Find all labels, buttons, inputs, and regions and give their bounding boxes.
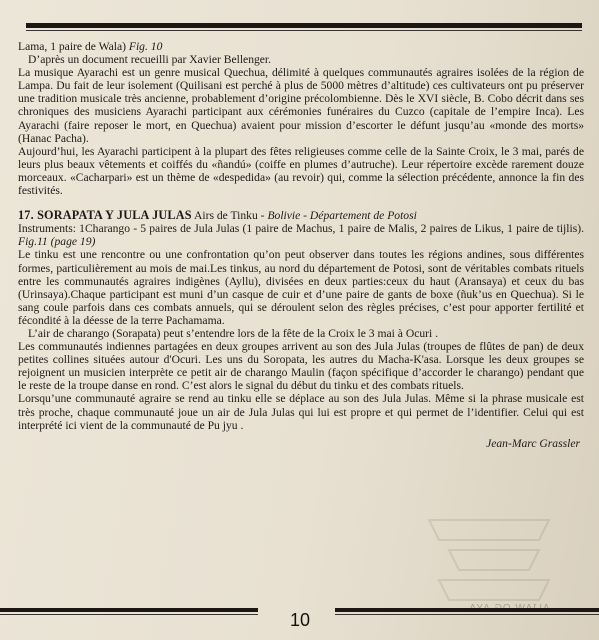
author-signature: Jean-Marc Grassler — [486, 436, 580, 450]
ayarachi-paragraph-2: Aujourd’hui, les Ayarachi participent à la plupart des fêtes religieuses comme celle de la Sainte Croix, le 3 mai, parés de leurs plus beaux vêtements et coiffés du «ñandú» (coiffe en plumes d’autruche). Leur répertoire excède rarement douze morceaux. «Cacharpari» est un thème de «despedida» (au revoir) qui, comme la sélection précédente, annonce la fin des festivités. — [18, 144, 584, 198]
instruments-line — [18, 222, 584, 248]
fig10-caption-text: Lama, 1 paire de Wala) — [18, 40, 129, 53]
top-rule — [26, 23, 582, 28]
bottom-rule-left-thin — [0, 614, 258, 615]
ayarachi-paragraph-1: La musique Ayarachi est un genre musical Quechua, délimité à quelques communautés agraires isolées de la région de Lampa. Du fait de leur isolement (Quilisani est perché à plus de 5000 mètres d’altitude) ces cultivateurs ont pu préserver une tradition musicale très ancienne, probablement d’origine précolombienne. Dès le XVI siècle, B. Cobo décrit dans ses chroniques des musiciens Ayarachi participant aux cérémonies funéraires du Cuzco (capitale de l’empire Inca). Les Ayarachi (faire reposer le mort, en Quechua) avaient pour mission d’escorter le défunt jusqu’au «monde des morts» (Hanac Pacha). — [18, 66, 584, 145]
page-number: 10 — [289, 610, 311, 630]
track-17-name: 17. SORAPATA Y JULA JULAS — [18, 208, 192, 223]
article-body — [18, 40, 584, 450]
top-rule-thin — [26, 30, 582, 31]
fig10-caption — [18, 40, 584, 53]
tinku-paragraph-4: Lorsqu’une communauté agraire se rend au tinku elle se déplace au son des Jula Julas. Même si la phrase musicale est très proche, chaque communauté joue un air de Jula Julas qui lui est propre et qui permet de l’identifier. Celui qui est interprété ici vient de la communauté de Pu jyu . — [18, 392, 584, 432]
tinku-paragraph-1: Le tinku est une rencontre ou une confrontation qu’on peut observer dans toutes les régions andines, sous différentes formes, particulièrement au mois de mai.Les tinkus, au nord du département de Potosi, sont de véritables combats rituels entre les communautés agraires indigènes (Ayllu), divisées en deux parties:ceux du haut (Aransaya) et ceux du bas (Urinsaya).Chaque participant est muni d’un casque de cuir et d’une paire de gants de boxe (ñuk’us en Quechua). Si le sang coule parfois dans ces combats annuels, qui se déroulent selon des règles précises, c’est pour apporter fertilité et fécondité à la déesse de la terre Pachamama. — [18, 248, 584, 327]
tinku-paragraph-3: Les communautés indiennes partagées en deux groupes arrivent au son des Jula Julas (troupes de flûtes de pan) de deux petites collines situées autour d'Ocuri. Les uns du Soropata, les autres du Macha-K'asa. Lorsque les deux groupes se rejoignent un musicien interprète ce petit air de charango Maulin (façon spécifique d’accorder le charango) pendant que le reste de la troupe danse en rond. C’est alors le signal du début du tinku et des combats rituels. — [18, 340, 584, 393]
track-17-subtitle: Airs de Tinku - — [191, 209, 268, 223]
bottom-rule-left — [0, 608, 258, 612]
tinku-paragraph-2: L’air de charango (Sorapata) peut s’entendre lors de la fête de la Croix le 3 mai à Ocuri . — [28, 326, 439, 340]
bottom-rule-right-thin — [335, 614, 599, 615]
bleed-through-illustration — [419, 500, 559, 610]
fig11-reference: Fig.11 (page 19) — [18, 235, 96, 249]
track-17-origin: Bolivie - Département de Potosi — [267, 209, 417, 223]
bottom-rule-right — [335, 608, 599, 612]
source-note: D’après un document recueilli par Xavier Bellenger. — [28, 53, 272, 67]
track-17-title — [18, 209, 584, 222]
instruments-text: Instruments: 1Charango - 5 paires de Jula Julas (1 paire de Machus, 1 paire de Malis, 2 paires de Likus, 1 paire de tijlis). — [18, 222, 584, 236]
fig10-reference: Fig. 10 — [128, 40, 163, 53]
